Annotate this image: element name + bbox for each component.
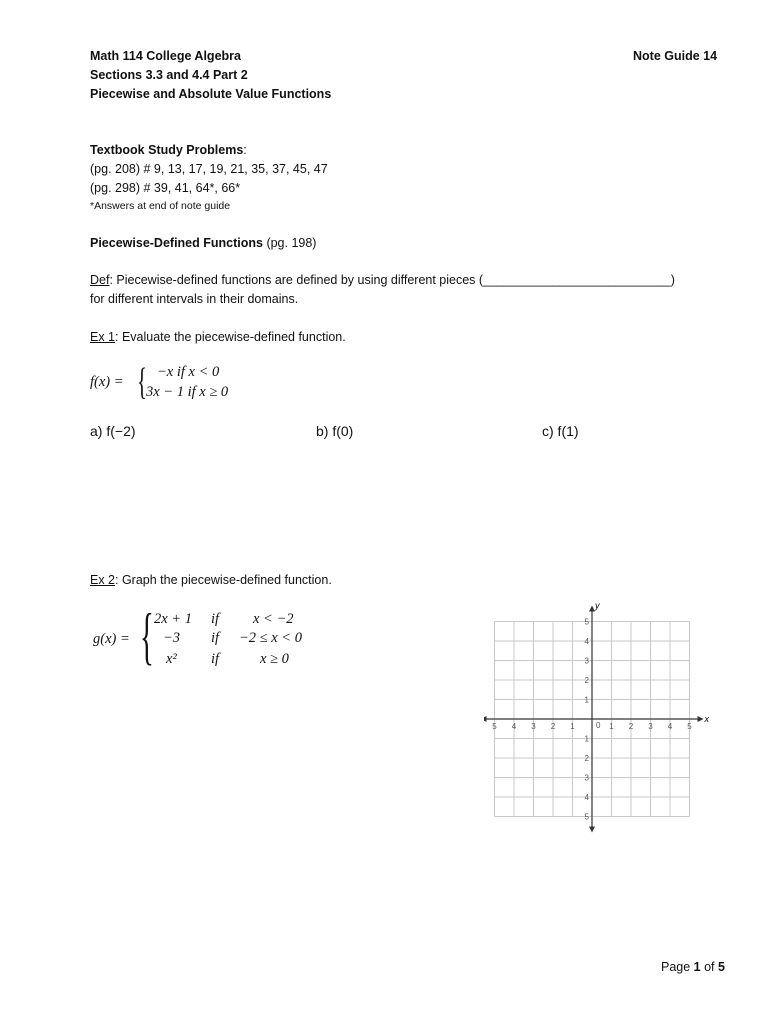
x-tick-label: 5 (492, 722, 497, 731)
origin-label: 0 (596, 721, 601, 730)
x-tick-label: 1 (570, 722, 575, 731)
section-heading-text: Piecewise-Defined Functions (90, 236, 263, 250)
y-tick-label: 5 (584, 812, 589, 822)
topic-title: Piecewise and Absolute Value Functions (90, 87, 332, 101)
axes (484, 606, 704, 833)
ex2-piece-3-cond: x ≥ 0 (260, 651, 289, 667)
current-page: 1 (693, 960, 701, 974)
y-tick-label: 3 (584, 773, 589, 783)
study-line-1: (pg. 208) # 9, 13, 17, 19, 21, 35, 37, 45, 47 (90, 162, 328, 176)
definition-text: : Piecewise-defined functions are defined by using different pieces (___________________________) (109, 273, 675, 287)
ex2-piece-1-if: if (211, 611, 220, 627)
x-tick-label: 2 (628, 722, 634, 731)
y-tick-label: 4 (584, 793, 589, 802)
definition-label: Def (90, 273, 110, 287)
ex1-part-a: a) f(−2) (90, 423, 136, 439)
x-axis-arrow-left (484, 716, 487, 722)
page-number (661, 960, 725, 974)
ex1-part-c: c) f(1) (542, 423, 579, 439)
ex1-prompt (90, 330, 346, 344)
y-tick-label: 1 (584, 695, 589, 705)
y-axis-label: y (595, 600, 600, 611)
ex2-lhs: g(x) = (93, 631, 130, 647)
x-tick-label: 4 (667, 722, 673, 731)
y-tick-label: 3 (584, 656, 589, 666)
x-tick-label: 4 (511, 722, 517, 731)
total-pages: 5 (718, 960, 725, 974)
x-tick-label: 5 (687, 722, 692, 731)
study-line-2: (pg. 298) # 39, 41, 64*, 66* (90, 181, 241, 195)
y-axis-arrow-down (589, 827, 595, 833)
ex2-piece-2-if: if (211, 630, 220, 646)
ex1-label: Ex 1 (90, 330, 116, 344)
ex2-piece-2-expr: −3 (163, 630, 181, 646)
y-tick-label: 2 (584, 676, 589, 685)
y-tick-label: 5 (584, 617, 589, 627)
coordinate-grid (484, 596, 714, 836)
x-tick-label: 3 (531, 722, 536, 731)
ex1-brace: { (137, 361, 148, 403)
section-heading (90, 236, 316, 250)
ex2-text: : Graph the piecewise-defined function. (115, 573, 332, 587)
section-page-ref: (pg. 198) (262, 236, 317, 250)
study-heading: Textbook Study Problems: (90, 143, 247, 157)
ex2-label: Ex 2 (90, 573, 116, 587)
ex1-text: : Evaluate the piecewise-defined function. (115, 330, 346, 344)
ex2-piece-3-expr: x² (166, 651, 177, 667)
ex2-piece-3-if: if (211, 651, 220, 667)
ex1-piece-1: −x if x < 0 (157, 364, 220, 380)
course-title: Math 114 College Algebra (90, 49, 241, 63)
definition-line-2: for different intervals in their domains. (90, 292, 299, 306)
sections-title: Sections 3.3 and 4.4 Part 2 (90, 68, 248, 82)
x-tick-label: 3 (648, 722, 653, 731)
y-tick-label: 2 (584, 754, 589, 763)
ex1-part-b: b) f(0) (316, 423, 354, 439)
y-tick-label: 1 (584, 734, 589, 744)
definition-line-1 (90, 273, 675, 287)
note-guide-number: Note Guide 14 (633, 49, 718, 63)
x-axis-arrow-right (698, 716, 704, 722)
ex2-piece-2-cond: −2 ≤ x < 0 (239, 630, 302, 646)
answers-note: *Answers at end of note guide (90, 200, 231, 212)
page-prefix: Page (661, 960, 694, 974)
x-axis-label: x (704, 714, 709, 724)
x-tick-label: 2 (550, 722, 556, 731)
ex2-piece-1-cond: x < −2 (253, 611, 294, 627)
page-mid: of (700, 960, 718, 974)
study-heading-text: Textbook Study Problems (90, 143, 244, 157)
ex1-piece-2: 3x − 1 if x ≥ 0 (146, 384, 229, 400)
ex2-piece-1-expr: 2x + 1 (154, 611, 192, 627)
ex1-lhs: f(x) = (90, 374, 124, 390)
ex2-brace: { (140, 600, 154, 671)
y-tick-label: 4 (584, 637, 589, 646)
x-tick-label: 1 (609, 722, 614, 731)
ex2-prompt (90, 573, 332, 587)
